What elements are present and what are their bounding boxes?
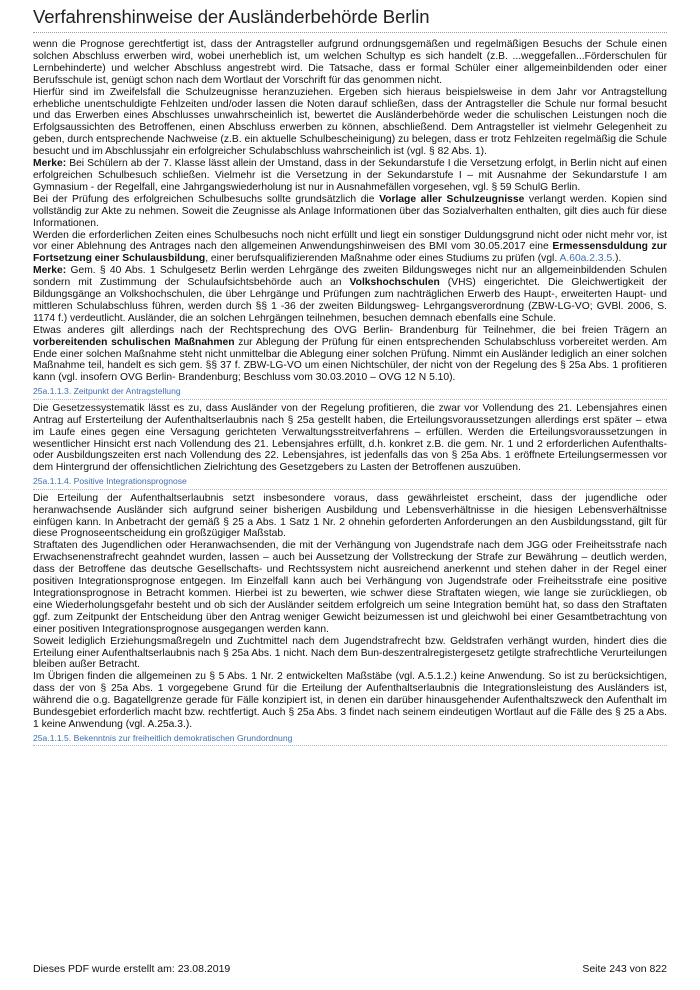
paragraph: Werden die erforderlichen Zeiten eines Schulbesuchs noch nicht erfüllt und liegt ein sonstiger Duldungsgrund nicht oder nicht mehr vor, ist vor einer Ablehnung des Antrages nach den allgemeinen Anwendungshinweisen des BMI vom 30.05.2017 eine Ermessensduldung zur Fortsetzung einer Schulausbildung, einer berufsqualifizierenden Maßnahme oder eines Studiums zu prüfen (vgl. A.60a.2.3.5.). [33,229,667,265]
paragraph: Hierfür sind im Zweifelsfall die Schulzeugnisse heranzuziehen. Ergeben sich hieraus beispielsweise in dem Jahr vor Antragstellung erhebliche unentschuldigte Fehlzeiten und/oder lassen die Noten darauf schließen, dass der Antragsteller die Schule nur formal besucht und das Erwerben eines Abschlusses unwahrscheinlich ist, bewertet die Ausländerbehörde weder die schulischen Leistungen noch die Erfolgsaussichten des Betroffenen, einen Abschluss erwerben zu können, abschließend. Dem Antragsteller ist vielmehr Gelegenheit zu geben, durch entsprechende Nachweise (z.B. ein aktuelle Schulbescheinigung) zu belegen, dass er trotz Fehlzeiten regelmäßig die Schule besucht und im Abschlussjahr ein erfolgreicher Schulabschluss wahrscheinlich ist (vgl. § 82 Abs. 1). [33,86,667,158]
paragraph: Die Erteilung der Aufenthaltserlaubnis setzt insbesondere voraus, dass gewährleistet erscheint, dass der jugendliche oder heranwachsende Ausländer sich aufgrund seiner bisherigen Ausbildung und Lebensverhältnisse in die hiesigen Lebensverhältnisse einfügen kann. In Anbetracht der gemäß § 25 a Abs. 1 Satz 1 Nr. 2 ohnehin geforderten Anforderungen an den Ausbildungsstand, gilt für diese Prognoseentscheidung ein großzügiger Maßstab. [33,492,667,540]
section-heading-antragstellung[interactable]: 25a.1.1.3. Zeitpunkt der Antragstellung [33,386,667,400]
page-header [33,6,667,33]
paragraph: Bei der Prüfung des erfolgreichen Schulbesuchs sollte grundsätzlich die Vorlage aller Schulzeugnisse verlangt werden. Kopien sind vollständig zur Akte zu nehmen. Soweit die Zeugnisse als Anlage Informationen über das Sozialverhalten enthalten, gilt dies auch für diese Informationen. [33,193,667,229]
section-heading-bekenntnis[interactable]: 25a.1.1.5. Bekenntnis zur freiheitlich demokratischen Grundordnung [33,733,667,747]
paragraph: Die Gesetzessystematik lässt es zu, dass Ausländer von der Regelung profitieren, die zwar vor Vollendung des 21. Lebensjahres einen Antrag auf Ersterteilung der Aufenthaltserlaubnis nach § 25a gestellt haben, die Erteilungsvoraussetzungen allerdings erst später – etwa im Laufe eines gegen eine Versagung gerichteten Verwaltungsstreitverfahrens – erfüllen. Werden die Erteilungsvoraussetzungen in wesentlicher Hinsicht erst nach Vollendung des 21. Lebensjahres erfüllt, d.h. konkret z.B. die gem. Nr. 1 und 2 erforderlichen Aufenthalts- oder Ausbildungszeiten erst nach Vollendung des 22. Lebensjahres, ist jedenfalls das von § 25a Abs. 1 eröffnete Erteilungsermessen vor dem Hintergrund der offensichtlichen Zielrichtung des Gesetzgebers zu Lasten der Betroffenen auszuüben. [33,402,667,474]
merke-paragraph: Merke: Gem. § 40 Abs. 1 Schulgesetz Berlin werden Lehrgänge des zweiten Bildungsweges nicht nur an allgemeinbildenden Schulen sondern mit Zustimmung der Schulaufsichtsbehörde auch an Volkshochschulen (VHS) eingerichtet. Die Gleichwertigkeit der Bildungsgänge an Volkshochschulen, die über Lehrgänge und Prüfungen zum nachträglichen Erwerb des Haupt-, erweiterten Haupt- und mittleren Schulabschluss führen, werden durch §§ 1 -36 der zweiten Bildungsweg- Lehrgangsverordnung (ZBW-LG-VO; GVBl. 2006, S. 1174 f.) verdeutlicht. Ausländer, die an solchen Lehrgängen teilnehmen, besuchen demnach ebenfalls eine Schule. [33,265,667,324]
document-body [33,39,667,746]
paragraph: Im Übrigen finden die allgemeinen zu § 5 Abs. 1 Nr. 2 entwickelten Maßstäbe (vgl. A.5.1.2.) keine Anwendung. So ist zu berücksichtigen, dass der von § 25a Abs. 1 vorgegebene Grund für die Erteilung der Aufenthaltserlaubnis die Integrationsleistung des Ausländers ist, während die o.g. Bagatellgrenze gerade für Fälle konzipiert ist, in denen ein darüber hinausgehender Aufenthaltszweck den Aufenthalt im Bundesgebiet erforderlich macht bzw. rechtfertigt. Auch § 25a Abs. 3 findet nach seinem eindeutigen Wortlaut auf die Fälle des § 25 a Abs. 1 keine Anwendung (vgl. A.25a.3.). [33,671,667,730]
merke-paragraph: Merke: Bei Schülern ab der 7. Klasse lässt allein der Umstand, dass in der Sekundarstufe I die Versetzung erfolgt, in Berlin nicht auf einen erfolgreichen Schulbesuch schließen. Vielmehr ist die Versetzung in der Sekundarstufe I – mit Ausnahme der Sekundarstufe I am Gymnasium - der Regelfall, eine Jahrgangswiederholung ist nur in Ausnahmefällen vorgesehen, vgl. § 59 SchulG Berlin. [33,158,667,193]
paragraph: Soweit lediglich Erziehungsmaßregeln und Zuchtmittel nach dem Jugendstrafrecht bzw. Geldstrafen verhängt wurden, hindert dies die Erteilung einer Aufenthaltserlaubnis nach § 25a Abs. 1 nicht. Nach dem Bun-deszentralregistergesetz getilgte strafrechtliche Verurteilungen bleiben außer Betracht. [33,635,667,671]
paragraph: wenn die Prognose gerechtfertigt ist, dass der Antragsteller aufgrund ordnungsgemäßen und regelmäßigen Besuchs der Schule einen solchen Abschluss erwerben wird, wobei unerheblich ist, um welchen Schultyp es sich handelt (z.B. ...weggefallen...Förderschulen für Lernbehinderte) und welcher Abschluss angestrebt wird. Die Tatsache, dass er formal Schüler einer allgemeinbildenden oder einer Berufsschule ist, genügt schon nach dem Wortlaut der Vorschrift für das genommen nicht. [33,39,667,86]
merke-label: Merke: [33,265,67,277]
section-heading-integrationsprognose[interactable]: 25a.1.1.4. Positive Integrationsprognose [33,476,667,490]
header-divider [33,32,667,33]
page-number: Seite 243 von 822 [582,963,667,975]
merke-label: Merke: [33,158,67,170]
page-title: Verfahrenshinweise der Ausländerbehörde Berlin [33,6,430,27]
paragraph: Etwas anderes gilt allerdings nach der Rechtsprechung des OVG Berlin- Brandenburg für Teilnehmer, die bei freien Trägern an vorbereitenden schulischen Maßnahmen zur Ablegung der Prüfung für einen entsprechenden Schulabschluss vorbereitet werden. Am Ende einer solchen Maßnahme steht nicht unmittelbar die Ablegung einer solchen Prüfung. Nimmt ein Ausländer lediglich an einer solchen Maßnahme teil, handelt es sich gem. §§ 37 f. ZBW-LG-VO um einen Nichtschüler, der nicht von der Regelung des § 25a Abs. 1 profitieren kann (vgl. insofern OVG Berlin- Brandenburg; Beschluss vom 30.03.2010 – OVG 12 N 5.10). [33,324,667,384]
pdf-created-date: Dieses PDF wurde erstellt am: 23.08.2019 [33,963,231,975]
paragraph: Straftaten des Jugendlichen oder Heranwachsenden, die mit der Verhängung von Jugendstrafe nach dem JGG oder Freiheitsstrafe nach Erwachsenenstrafrecht geahndet wurden, lassen – auch bei Aussetzung der Vollstreckung der Strafe zur Bewährung – deutlich werden, dass der Betroffene das deutsche Gesellschafts- und Rechtssystem nicht ausreichend anerkennt und stehen daher in der Regel einer positiven Integrationsprognose entgegen. Im Einzelfall kann auch bei Verhängung von Jugendstrafe oder Freiheitsstrafe eine positive Integrationsprognose in Betracht kommen. Hierbei ist zu bewerten, wie schwer diese Straftaten wiegen, wie lange sie zurückliegen, ob eine Wiederholungsgefahr besteht und ob sich der Ausländer seitdem erfolgreich um seine Integration bemüht hat, so dass den Straftaten ggf. zum Zeitpunkt der Entscheidung über den Antrag weniger Gewicht beizumessen ist und gleichwohl bei einer Gesamtbetrachtung von einer positiven Integrationsprognose ausgegangen werden kann. [33,540,667,635]
reference-link[interactable]: A.60a.2.3.5. [559,253,616,265]
